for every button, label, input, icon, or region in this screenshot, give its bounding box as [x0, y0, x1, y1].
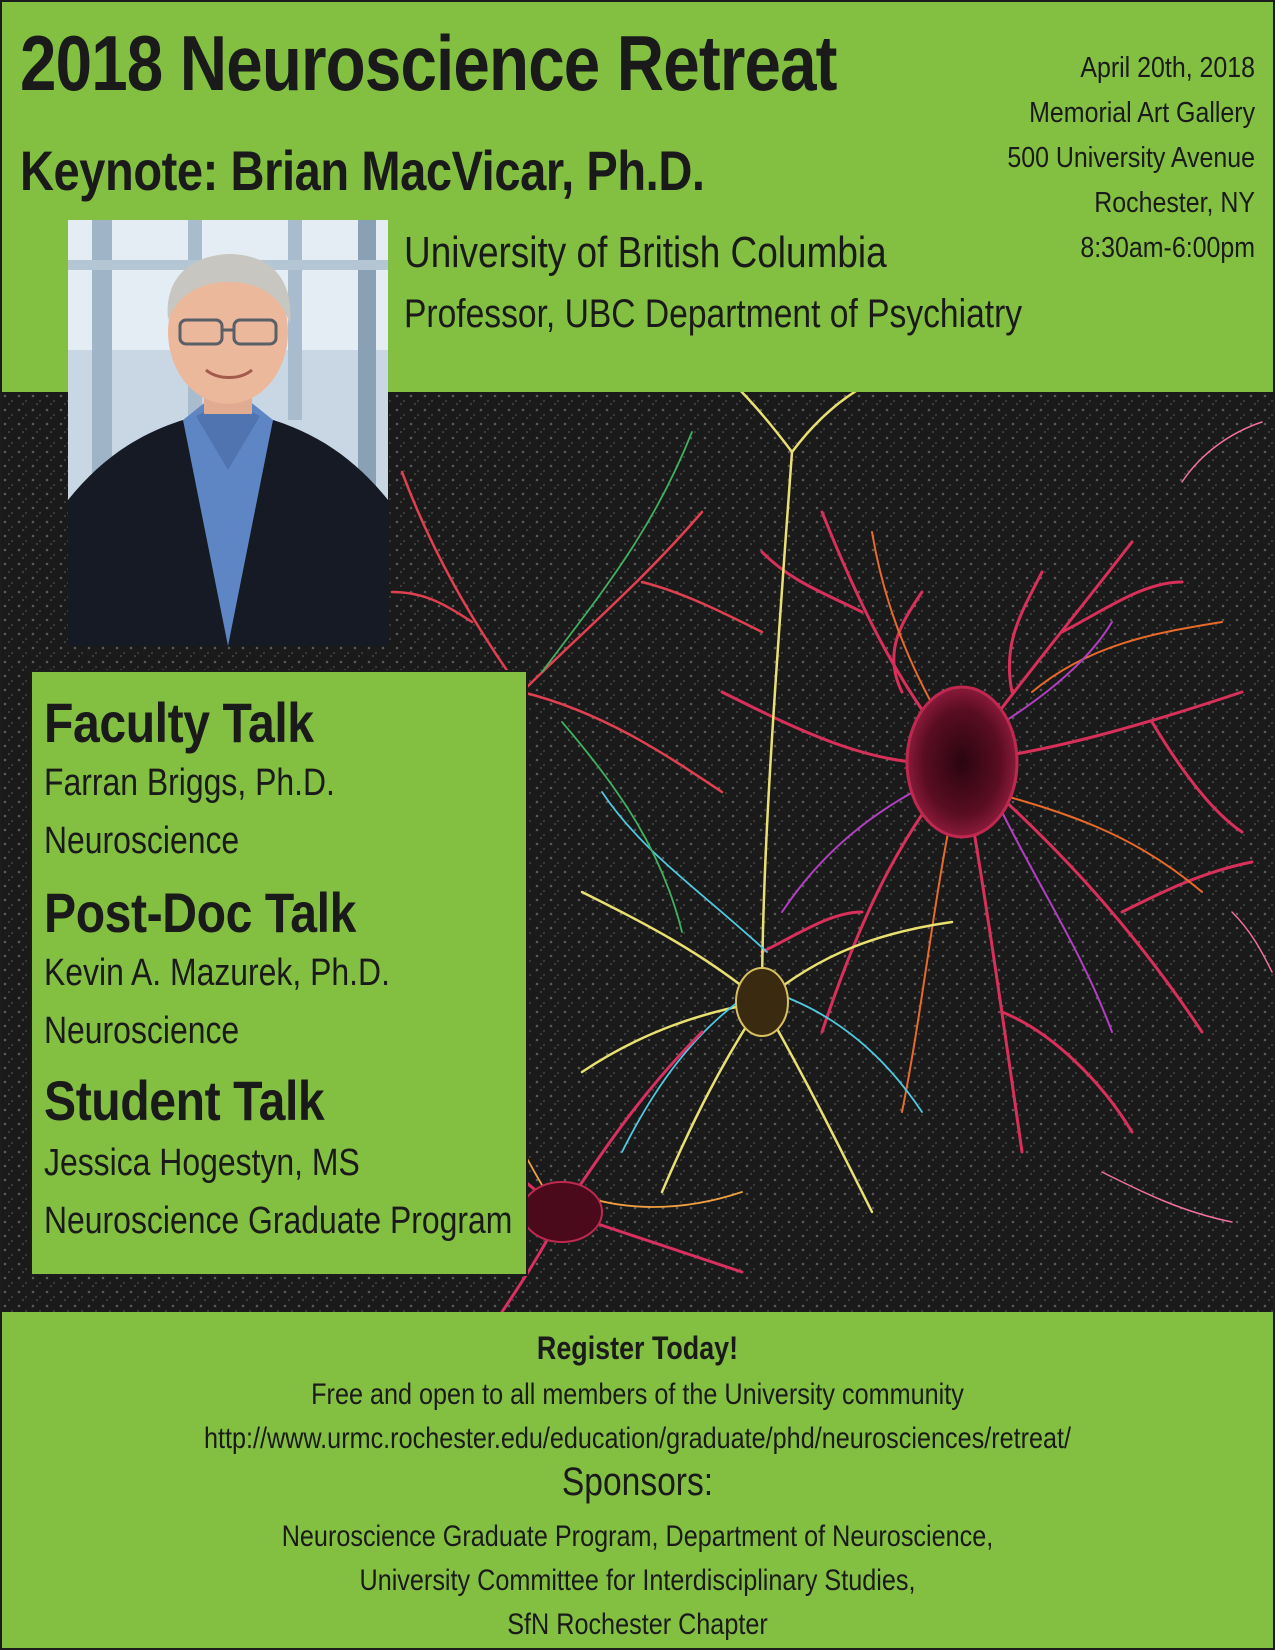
register-text: Free and open to all members of the University community [311, 1378, 964, 1411]
talk-speaker-postdoc: Kevin A. Mazurek, Ph.D. [44, 952, 390, 994]
sponsor-line: University Committee for Interdisciplinary Studies, [359, 1564, 916, 1597]
register-heading: Register Today! [536, 1330, 739, 1366]
keynote-affiliation: University of British Columbia [404, 228, 887, 277]
keynote-speaker: Keynote: Brian MacVicar, Ph.D. [20, 139, 705, 202]
talk-speaker-student: Jessica Hogestyn, MS [44, 1142, 360, 1184]
talks-panel [30, 670, 528, 1276]
event-time: 8:30am-6:00pm [1080, 232, 1255, 264]
event-date: April 20th, 2018 [1080, 52, 1255, 84]
sponsor-line: Neuroscience Graduate Program, Department of Neuroscience, [281, 1520, 994, 1553]
event-city: Rochester, NY [1094, 187, 1255, 219]
keynote-speaker-photo [68, 220, 388, 646]
keynote-position: Professor, UBC Department of Psychiatry [404, 292, 1023, 336]
event-address: 500 University Avenue [1007, 142, 1255, 174]
talk-heading-student: Student Talk [44, 1069, 325, 1132]
talk-department-student: Neuroscience Graduate Program [44, 1200, 513, 1242]
talk-heading-faculty: Faculty Talk [44, 691, 314, 754]
sponsors-heading: Sponsors: [561, 1460, 714, 1504]
talk-speaker-faculty: Farran Briggs, Ph.D. [44, 762, 335, 804]
talk-department-faculty: Neuroscience [44, 820, 240, 862]
registration-link[interactable]: http://www.urmc.rochester.edu/education/graduate/phd/neurosciences/retreat/ [203, 1422, 1072, 1455]
event-venue: Memorial Art Gallery [1029, 97, 1255, 129]
sponsor-line: SfN Rochester Chapter [507, 1608, 768, 1641]
page-title: 2018 Neuroscience Retreat [20, 19, 837, 107]
talk-heading-postdoc: Post-Doc Talk [44, 881, 356, 944]
event-details [967, 46, 1255, 271]
talk-department-postdoc: Neuroscience [44, 1010, 240, 1052]
